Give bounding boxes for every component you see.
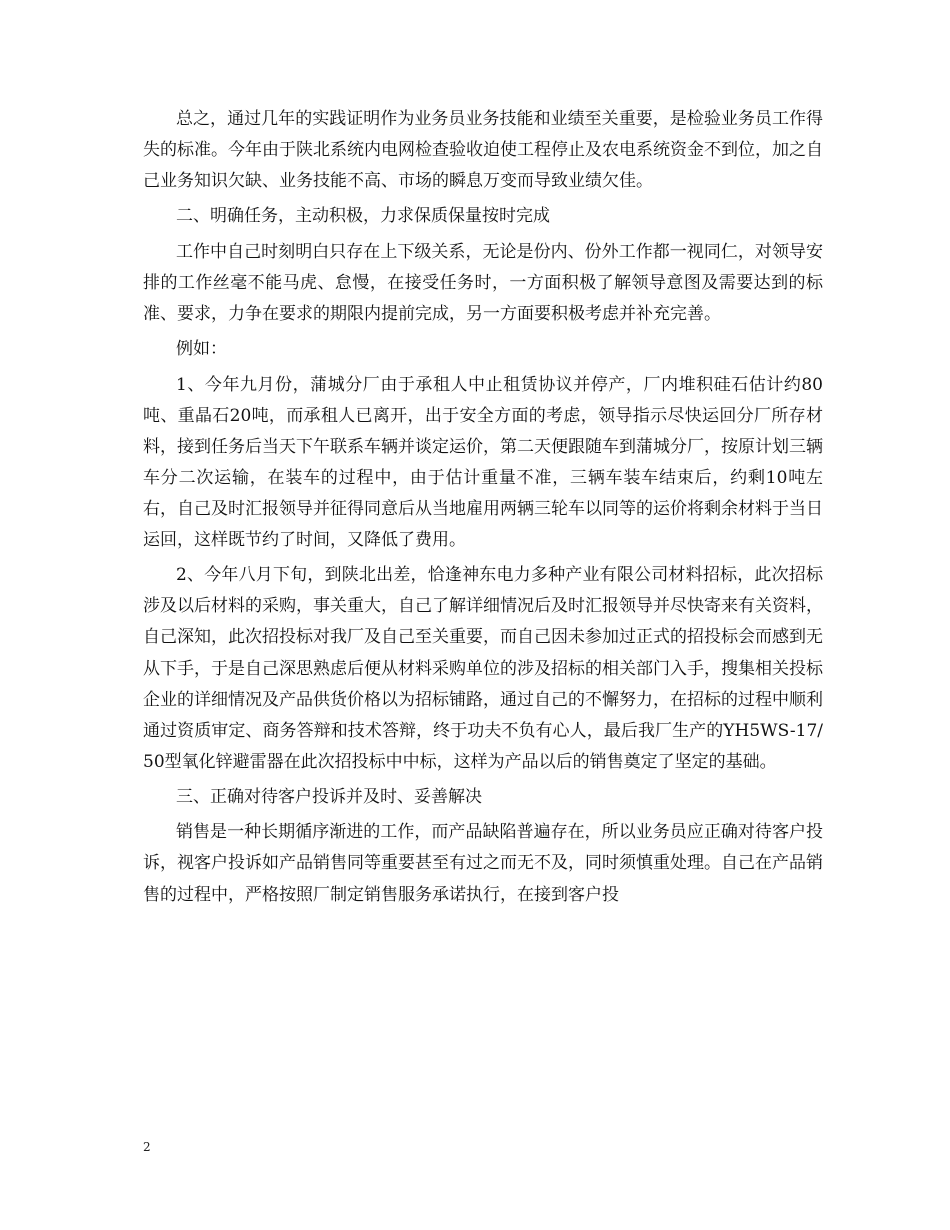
paragraph-summary: 总之，通过几年的实践证明作为业务员业务技能和业绩至关重要，是检验业务员工作得失的标准。今年由于陕北系统内电网检查验收迫使工程停止及农电系统资金不到位，加之自己业务知识欠缺、业务技能不高、市场的瞬息万变而导致业绩欠佳。	[143, 109, 823, 192]
paragraph-customer-complaints: 销售是一种长期循序渐进的工作，而产品缺陷普遍存在，所以业务员应正确对待客户投诉，视客户投诉如产品销售同等重要甚至有过之而无不及，同时须慎重处理。自己在产品销售的过程中，严格按照厂制定销售服务承诺执行，在接到客户投	[143, 822, 823, 905]
paragraph-example-2: 2、今年八月下旬，到陕北出差，恰逢神东电力多种产业有限公司材料招标，此次招标涉及以后材料的采购，事关重大，自己了解详细情况后及时汇报领导并尽快寄来有关资料，自己深知，此次招投标对我厂及自己至关重要，而自己因未参加过正式的招投标会而感到无从下手，于是自己深思熟虑后便从材料采购单位的涉及招标的相关部门入手，搜集相关投标企业的详细情况及产品供货价格以为招标铺路，通过自己的不懈努力，在招标的过程中顺利通过资质审定、商务答辩和技术答辩，终于功夫不负有心人，最后我厂生产的YH5WS-17/50型氧化锌避雷器在此次招投标中中标，这样为产品以后的销售奠定了坚定的基础。	[143, 565, 823, 772]
paragraph-work-attitude: 工作中自己时刻明白只存在上下级关系，无论是份内、份外工作都一视同仁，对领导安排的工作丝毫不能马虎、怠慢，在接受任务时，一方面积极了解领导意图及需要达到的标准、要求，力争在要求的期限内提前完成，另一方面要积极考虑并补充完善。	[143, 241, 823, 324]
document-body	[143, 104, 823, 915]
page-number: 2	[143, 1140, 151, 1154]
paragraph-example-intro: 例如：	[176, 339, 227, 360]
section-heading-2: 二、明确任务，主动积极，力求保质保量按时完成	[176, 206, 550, 227]
paragraph-example-1: 1、今年九月份，蒲城分厂由于承租人中止租赁协议并停产，厂内堆积硅石估计约80吨、重晶石20吨，而承租人已离开，出于安全方面的考虑，领导指示尽快运回分厂所存材料，接到任务后当天下午联系车辆并谈定运价，第二天便跟随车到蒲城分厂，按原计划三辆车分二次运输，在装车的过程中，由于估计重量不准，三辆车装车结束后，约剩10吨左右，自己及时汇报领导并征得同意后从当地雇用两辆三轮车以同等的运价将剩余材料于当日运回，这样既节约了时间，又降低了费用。	[143, 374, 823, 550]
section-heading-3: 三、正确对待客户投诉并及时、妥善解决	[176, 787, 482, 808]
